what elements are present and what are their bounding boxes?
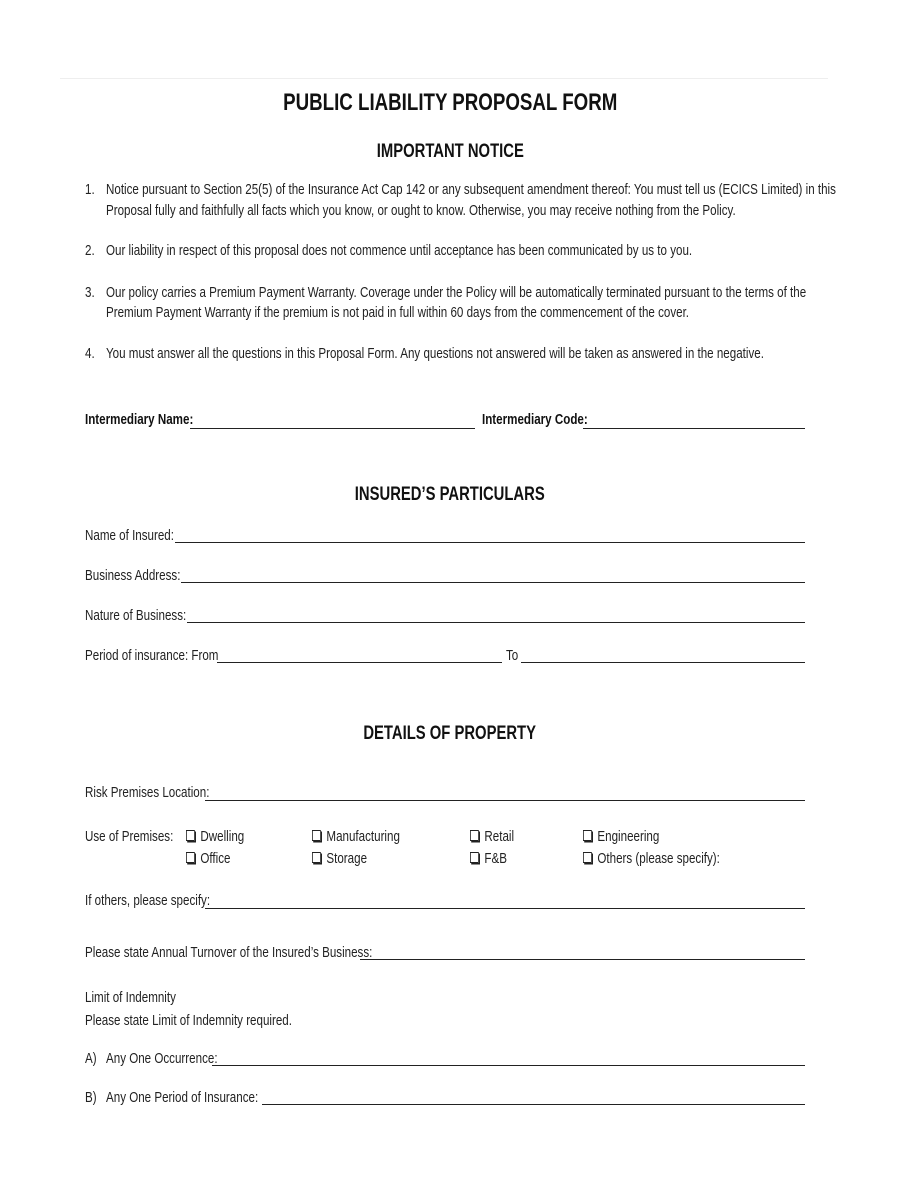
- period-from-label: Period of insurance: From: [85, 648, 219, 664]
- annual-turnover-label: Please state Annual Turnover of the Insured’s Business:: [85, 945, 373, 961]
- others-specify-label: If others, please specify:: [85, 893, 211, 909]
- details-of-property-heading: DETAILS OF PROPERTY: [363, 723, 537, 744]
- checkbox-storage[interactable]: [312, 850, 367, 868]
- item-a-number: A): [85, 1051, 97, 1067]
- checkbox-icon: [583, 852, 592, 863]
- checkbox-icon: [583, 830, 592, 841]
- option-label: Retail: [484, 829, 515, 845]
- option-label: F&B: [484, 851, 507, 867]
- insured-particulars-heading: INSURED’S PARTICULARS: [355, 484, 545, 505]
- intermediary-code-label: Intermediary Code:: [482, 412, 588, 428]
- intermediary-name-label: Intermediary Name:: [85, 412, 194, 428]
- period-from-field[interactable]: [217, 662, 502, 663]
- notice-number: 1.: [85, 182, 95, 198]
- option-label: Office: [200, 851, 231, 867]
- limit-of-indemnity-instruction: Please state Limit of Indemnity required.: [85, 1013, 292, 1029]
- option-label: Engineering: [597, 829, 660, 845]
- notice-text: Our policy carries a Premium Payment Warranty. Coverage under the Policy will be automatically terminated pursuant to the terms of the: [106, 285, 807, 301]
- checkbox-fnb[interactable]: [470, 850, 507, 868]
- checkbox-office[interactable]: [186, 850, 230, 868]
- checkbox-others[interactable]: [583, 850, 720, 868]
- checkbox-icon: [470, 852, 479, 863]
- period-to-field[interactable]: [521, 662, 805, 663]
- notice-number: 2.: [85, 243, 95, 259]
- option-label: Others (please specify):: [597, 851, 720, 867]
- notice-text: Notice pursuant to Section 25(5) of the Insurance Act Cap 142 or any subsequent amendment thereof: You must tell us (ECICS Limited) in this: [106, 182, 836, 198]
- notice-number: 3.: [85, 285, 95, 301]
- business-address-field[interactable]: [181, 582, 805, 583]
- option-label: Manufacturing: [326, 829, 400, 845]
- item-b-number: B): [85, 1090, 97, 1106]
- annual-turnover-field[interactable]: [360, 959, 805, 960]
- period-to-label: To: [506, 648, 519, 664]
- others-specify-field[interactable]: [205, 908, 805, 909]
- any-one-period-field[interactable]: [262, 1104, 805, 1105]
- intermediary-name-field[interactable]: [190, 428, 475, 429]
- any-one-occurrence-label: Any One Occurrence:: [106, 1051, 218, 1067]
- checkbox-manufacturing[interactable]: [312, 828, 400, 846]
- checkbox-dwelling[interactable]: [186, 828, 244, 846]
- checkbox-icon: [312, 852, 321, 863]
- limit-of-indemnity-heading: Limit of Indemnity: [85, 990, 176, 1006]
- notice-number: 4.: [85, 346, 95, 362]
- name-of-insured-field[interactable]: [175, 542, 805, 543]
- any-one-period-label: Any One Period of Insurance:: [106, 1090, 259, 1106]
- checkbox-retail[interactable]: [470, 828, 514, 846]
- nature-of-business-field[interactable]: [187, 622, 805, 623]
- notice-text: Premium Payment Warranty if the premium is not paid in full within 60 days from the commencement of the cover.: [106, 305, 690, 321]
- checkbox-icon: [470, 830, 479, 841]
- important-notice-heading: IMPORTANT NOTICE: [376, 141, 524, 162]
- checkbox-icon: [186, 830, 195, 841]
- notice-text: You must answer all the questions in this Proposal Form. Any questions not answered will be taken as answered in the negative.: [106, 346, 764, 362]
- risk-premises-field[interactable]: [205, 800, 805, 801]
- checkbox-engineering[interactable]: [583, 828, 659, 846]
- option-label: Dwelling: [200, 829, 245, 845]
- use-of-premises-label: Use of Premises:: [85, 829, 174, 845]
- intermediary-code-field[interactable]: [583, 428, 805, 429]
- nature-of-business-label: Nature of Business:: [85, 608, 187, 624]
- notice-text: Our liability in respect of this proposal does not commence until acceptance has been communicated by us to you.: [106, 243, 693, 259]
- notice-text: Proposal fully and faithfully all facts which you know, or ought to know. Otherwise, you may receive nothing from the Policy.: [106, 203, 736, 219]
- checkbox-icon: [186, 852, 195, 863]
- page-title: PUBLIC LIABILITY PROPOSAL FORM: [282, 89, 618, 116]
- name-of-insured-label: Name of Insured:: [85, 528, 174, 544]
- checkbox-icon: [312, 830, 321, 841]
- top-divider: [60, 78, 828, 79]
- any-one-occurrence-field[interactable]: [212, 1065, 805, 1066]
- business-address-label: Business Address:: [85, 568, 181, 584]
- option-label: Storage: [326, 851, 368, 867]
- risk-premises-label: Risk Premises Location:: [85, 785, 210, 801]
